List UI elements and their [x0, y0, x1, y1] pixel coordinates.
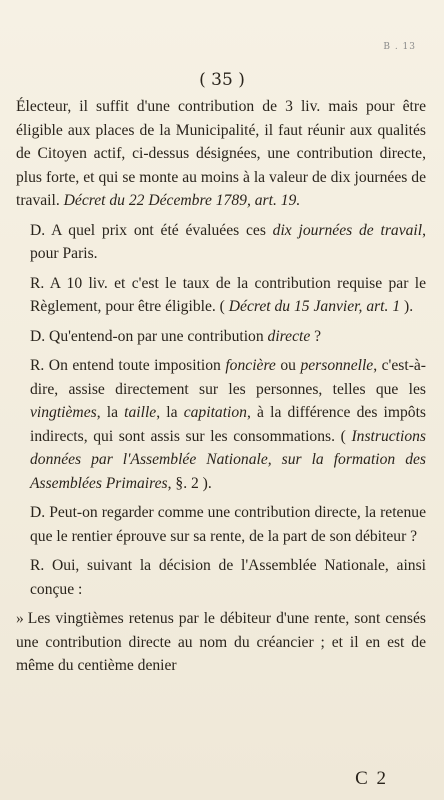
question-1-end: , pour Paris.	[30, 221, 426, 262]
answer-2	[16, 354, 426, 495]
answer-2-end: , §. 2 ).	[167, 474, 212, 492]
question-2-emphasis: directe	[267, 327, 311, 345]
answer-2-text-2: , c'est-à-dire, assise directement sur les personnes, telles que les	[30, 357, 426, 398]
answer-3-text: R. Oui, suivant la décision de l'Assemblée Nationale, ainsi conçue :	[30, 557, 426, 598]
page-number: ( 35 )	[199, 70, 245, 90]
answer-1-text: R. A 10 liv. et c'est le taux de la contribution requise par le Règlement, pour être éligible. (	[30, 274, 426, 315]
answer-2-em-capitation: capitation	[183, 404, 247, 421]
question-3-text: D. Peut-on regarder comme une contribution directe, la retenue que le rentier éprouve sur sa rente, de la part de son débiteur ?	[30, 504, 426, 545]
signature-mark: C 2	[355, 768, 388, 789]
answer-2-em-fonciere: foncière	[225, 357, 276, 374]
question-1-emphasis: dix journées de travail	[272, 221, 423, 239]
answer-1-end: ).	[400, 298, 414, 315]
answer-2-em-instructions: Instructions données par l'Assemblée Nationale, sur la formation des Assemblées Primaires	[30, 427, 426, 492]
quoted-decision	[16, 607, 426, 678]
answer-2-text-4: , la	[156, 404, 184, 421]
question-1	[16, 219, 426, 266]
question-2-text: D. Qu'entend-on par une contribution	[30, 327, 268, 345]
answer-2-em-vingtiemes: vingtièmes	[30, 404, 97, 421]
answer-2-text-3: , la	[96, 404, 125, 421]
paragraph-1-text: Électeur, il suffit d'une contribution de 3 liv. mais pour être éligible aux places de la Municipalité, il faut réunir aux qualités de Citoyen actif, ci-dessus désignées, une contribution directe, plus forte, et qui se monte au moins à la valeur de dix journées de travail.	[16, 98, 426, 209]
answer-2-text-5: , à la différence des impôts indirects, qui sont assis sur les consommations. (	[30, 404, 427, 445]
answer-2-em-personnelle: personnelle	[300, 357, 374, 374]
decree-reference: Décret du 22 Décembre 1789, art. 19.	[63, 192, 301, 209]
answer-1-reference: Décret du 15 Janvier, art. 1	[228, 298, 401, 315]
paragraph-1	[16, 95, 426, 213]
answer-2-ou: ou	[275, 357, 301, 374]
question-2	[16, 325, 426, 349]
answer-3	[16, 554, 426, 601]
quoted-decision-text: Les vingtièmes retenus par le débiteur d'une rente, sont censés une contribution directe au nom du créancier ; et il en est de même du centième denier	[16, 610, 426, 674]
question-3	[16, 501, 426, 548]
answer-1	[16, 272, 426, 319]
quotation-mark: »	[16, 610, 24, 627]
answer-2-text: R. On entend toute imposition	[30, 357, 226, 374]
question-2-end: ?	[310, 327, 322, 345]
question-1-text: D. A quel prix ont été évaluées ces	[30, 221, 273, 239]
answer-2-em-taille: taille	[124, 404, 157, 421]
body-text	[16, 95, 426, 678]
corner-mark: B . 13	[383, 42, 416, 52]
